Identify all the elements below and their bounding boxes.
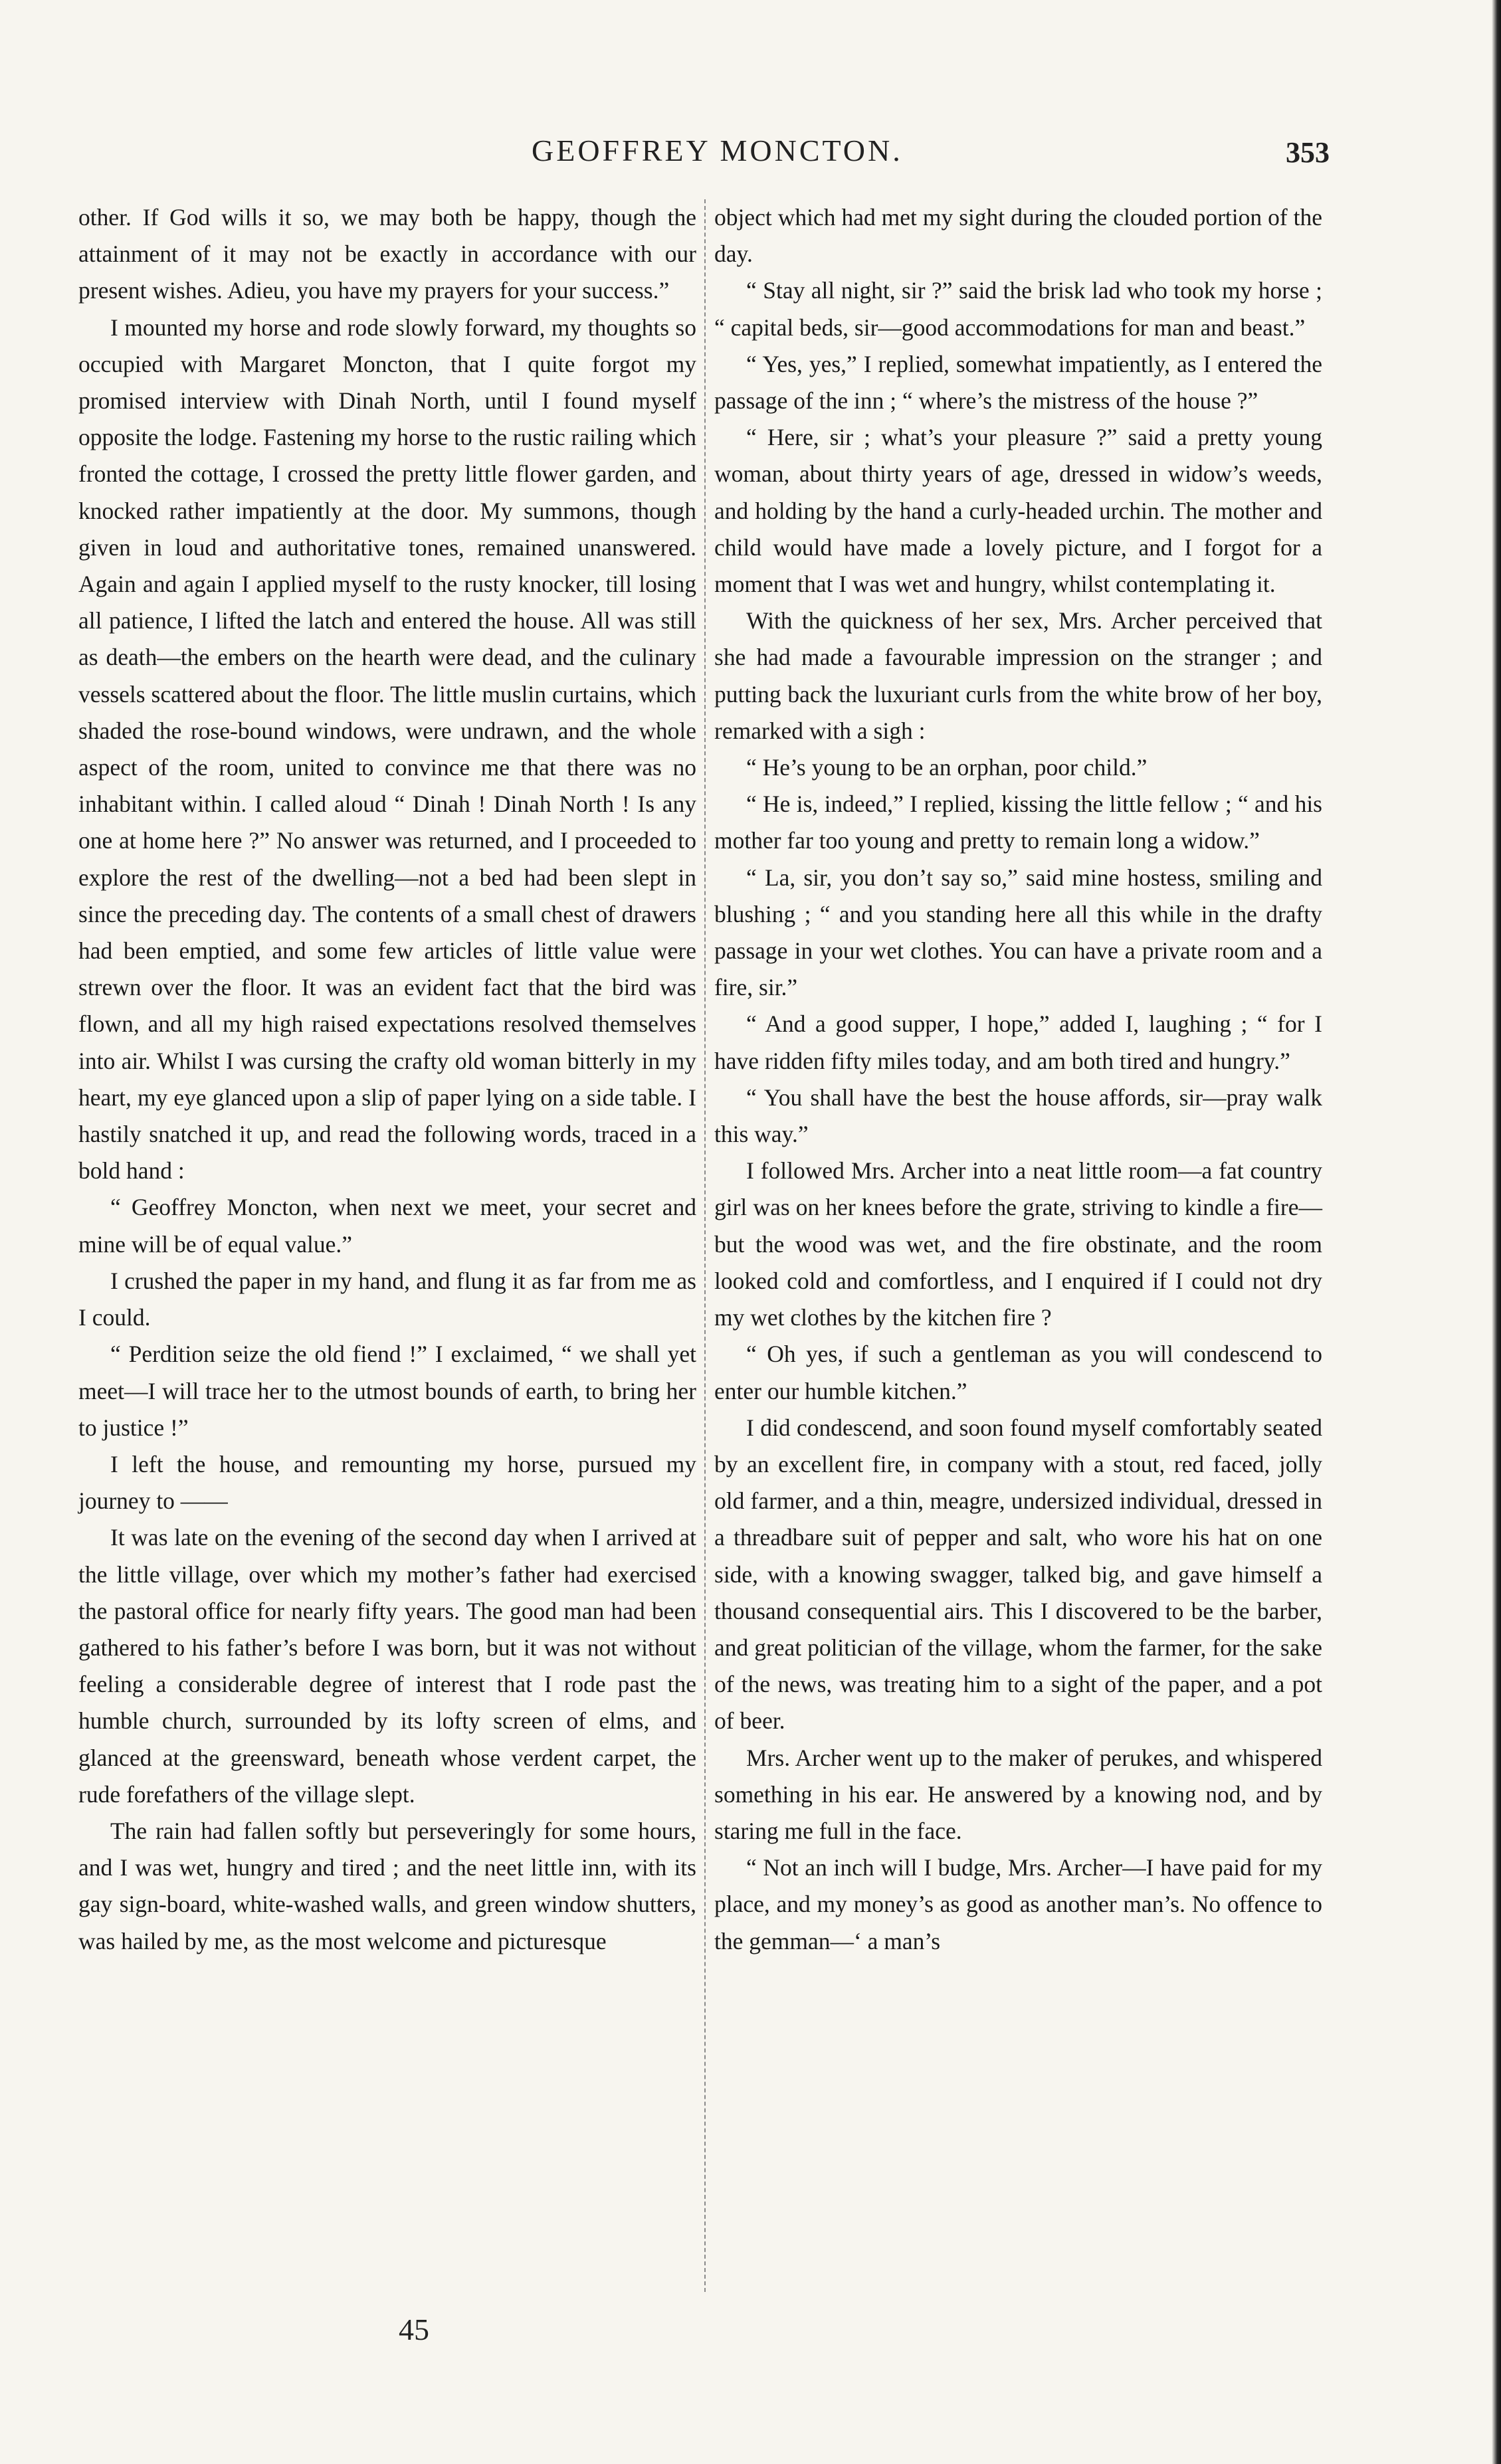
column-divider [704, 199, 706, 2292]
paragraph: “ Oh yes, if such a gentleman as you will condescend to enter our humble kitchen.” [714, 1341, 1322, 1404]
paragraph: other. If God wills it so, we may both be happy, though the attainment of it may not be exactly in accordance with our present wishes. Adieu, you have my prayers for your success.” [78, 204, 696, 304]
signature-mark: 45 [399, 2313, 429, 2346]
paragraph: “ Yes, yes,” I replied, somewhat impatiently, as I entered the passage of the inn ; “ where’s the mistress of the house ?” [714, 350, 1322, 415]
paragraph: I crushed the paper in my hand, and flung it as far from me as I could. [78, 1267, 696, 1331]
paragraph: “ Perdition seize the old fiend !” I exclaimed, “ we shall yet meet—I will trace her to the utmost bounds of earth, to bring her to justice !” [78, 1341, 696, 1441]
paragraph: The rain had fallen softly but perseveringly for some hours, and I was wet, hungry and tired ; and the neet little inn, with its gay sign-board, white-washed walls, and green window shutters, was hailed by me, as the most welcome and picturesque [78, 1817, 696, 1954]
paragraph: I mounted my horse and rode slowly forward, my thoughts so occupied with Margaret Moncton, that I quite forgot my promised interview with Dinah North, until I found myself opposite the lodge. Fastening my horse to the rustic railing which fronted the cottage, I crossed the pretty little flower garden, and knocked rather impatiently at the door. My summons, though given in loud and authoritative tones, remained unanswered. Again and again I applied myself to the rusty knocker, till losing all patience, I lifted the latch and entered the house. All was still as death—the embers on the hearth were dead, and the culinary vessels scattered about the floor. The little muslin curtains, which shaded the rose-bound windows, were undrawn, and the whole aspect of the room, united to convince me that there was no inhabitant within. I called aloud “ Dinah ! Dinah North ! Is any one at home here ?” No answer was returned, and I proceeded to explore the rest of the dwelling—not a bed had been slept in since the preceding day. The contents of a small chest of drawers had been emptied, and some few articles of little value were strewn over the floor. It was an evident fact that the bird was flown, and all my high raised expectations resolved themselves into air. Whilst I was cursing the crafty old woman bitterly in my heart, my eye glanced upon a slip of paper lying on a side table. I hastily snatched it up, and read the following words, traced in a bold hand : [78, 314, 696, 1185]
paragraph: “ Not an inch will I budge, Mrs. Archer—I have paid for my place, and my money’s as good as another man’s. No offence to the gemman—‘ a man’s [714, 1854, 1322, 1954]
paragraph: object which had met my sight during the clouded portion of the day. [714, 204, 1322, 268]
paragraph: “ And a good supper, I hope,” added I, laughing ; “ for I have ridden fifty miles today, and am both tired and hungry.” [714, 1010, 1322, 1074]
paragraph: “ Stay all night, sir ?” said the brisk lad who took my horse ; “ capital beds, sir—good accommodations for man and beast.” [714, 277, 1322, 341]
paragraph: “ He’s young to be an orphan, poor child.” [746, 754, 1148, 781]
page-number: 353 [1286, 136, 1330, 169]
right-column [714, 199, 1322, 1960]
paragraph: I left the house, and remounting my horse, pursued my journey to —— [78, 1450, 696, 1515]
scan-edge-shadow [1492, 0, 1501, 2464]
paragraph: “ Geoffrey Moncton, when next we meet, your secret and mine will be of equal value.” [78, 1194, 696, 1258]
paragraph: Mrs. Archer went up to the maker of perukes, and whispered something in his ear. He answered by a knowing nod, and by staring me full in the face. [714, 1744, 1322, 1844]
paragraph: I did condescend, and soon found myself comfortably seated by an excellent fire, in company with a stout, red faced, jolly old farmer, and a thin, meagre, undersized individual, dressed in a threadbare suit of pepper and salt, who wore his hat on one side, with a knowing swagger, talked big, and gave himself a thousand consequential airs. This I discovered to be the barber, and great politician of the village, whom the farmer, for the sake of the news, was treating him to a sight of the paper, and a pot of beer. [714, 1414, 1322, 1735]
paragraph: “ You shall have the best the house affords, sir—pray walk this way.” [714, 1084, 1322, 1148]
paragraph: “ La, sir, you don’t say so,” said mine hostess, smiling and blushing ; “ and you standing here all this while in the drafty passage in your wet clothes. You can have a private room and a fire, sir.” [714, 864, 1322, 1001]
left-column [78, 199, 696, 1960]
paragraph: “ He is, indeed,” I replied, kissing the little fellow ; “ and his mother far too young and pretty to remain long a widow.” [714, 791, 1322, 854]
running-title: GEOFFREY MONCTON. [532, 134, 903, 167]
paragraph: With the quickness of her sex, Mrs. Archer perceived that she had made a favourable impression on the stranger ; and putting back the luxuriant curls from the white brow of her boy, remarked with a sigh : [714, 607, 1322, 744]
paragraph: It was late on the evening of the second day when I arrived at the little village, over which my mother’s father had exercised the pastoral office for nearly fifty years. The good man had been gathered to his father’s before I was born, but it was not without feeling a considerable degree of interest that I rode past the humble church, surrounded by its lofty screen of elms, and glanced at the greensward, beneath whose verdent carpet, the rude forefathers of the village slept. [78, 1524, 696, 1808]
paragraph: “ Here, sir ; what’s your pleasure ?” said a pretty young woman, about thirty years of age, dressed in widow’s weeds, and holding by the hand a curly-headed urchin. The mother and child would have made a lovely picture, and I forgot for a moment that I was wet and hungry, whilst contemplating it. [714, 424, 1322, 598]
paragraph: I followed Mrs. Archer into a neat little room—a fat country girl was on her knees before the grate, striving to kindle a fire—but the wood was wet, and the fire obstinate, and the room looked cold and comfortless, and I enquired if I could not dry my wet clothes by the kitchen fire ? [714, 1157, 1322, 1331]
running-head [0, 133, 1501, 179]
